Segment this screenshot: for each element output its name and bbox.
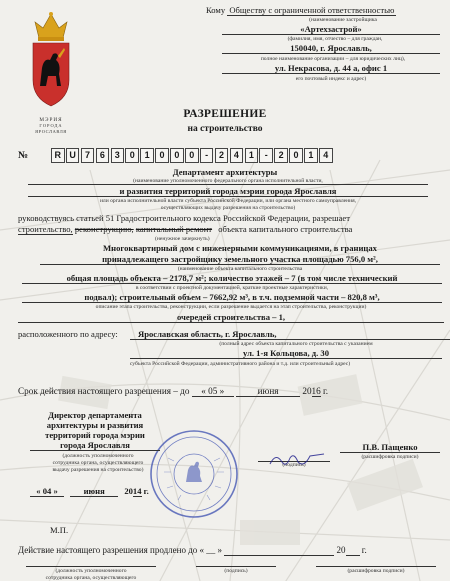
object-hint2: в соответствии с проектной документацией, краткие проектные характеристики, bbox=[135, 285, 329, 291]
extension-day: « __ » bbox=[199, 545, 223, 555]
registration-char: 6 bbox=[96, 148, 110, 163]
registration-char: 2 bbox=[274, 148, 288, 163]
legal-basis: руководствуясь статьей 51 Градостроительного кодекса Российской Федерации, разрешает bbox=[18, 213, 350, 223]
hint-position-2: сотрудника органа, осуществляющего bbox=[52, 460, 144, 466]
addressee-address-line1: 150040, г. Ярославль, bbox=[222, 43, 440, 54]
extension: Действие настоящего разрешения продлено до « __ » 20 г. bbox=[18, 545, 367, 555]
issue-month: июня bbox=[70, 486, 118, 497]
addressee-hint-1: (наименование застройщика bbox=[309, 17, 377, 23]
option-capital-repair: капитальный ремонт bbox=[135, 224, 213, 234]
location-line2: ул. 1-я Кольцова, д. 30 bbox=[130, 348, 442, 359]
registration-char: 1 bbox=[304, 148, 318, 163]
registration-char: 0 bbox=[289, 148, 303, 163]
extension-year bbox=[346, 545, 360, 556]
extension-name-line bbox=[316, 565, 436, 567]
document-title: РАЗРЕШЕНИЕ bbox=[183, 108, 267, 120]
object-line3: общая площадь объекта – 2178,7 м²; количество этажей – 7 (в том числе технический bbox=[22, 273, 442, 284]
addressee-hint-4: его почтовый индекс и адрес) bbox=[295, 76, 367, 82]
extension-hint-position-1: (должность уполномоченного bbox=[55, 568, 127, 574]
hint-signature: (подпись) bbox=[282, 462, 306, 468]
city-crest bbox=[26, 8, 76, 134]
extension-position-line bbox=[26, 565, 156, 567]
registration-char: 1 bbox=[245, 148, 259, 163]
signatory-line4: города Ярославля bbox=[30, 440, 160, 451]
registration-char: 0 bbox=[185, 148, 199, 163]
issuer-hint3: осуществляющих выдачу разрешения на строительство) bbox=[160, 205, 296, 211]
registration-char: 0 bbox=[155, 148, 169, 163]
option-reconstruction: реконструкцию, bbox=[74, 224, 134, 234]
object-hint1: (наименование объекта капитального строительства bbox=[177, 266, 303, 272]
addressee-hint-2: (фамилия, имя, отчество – для граждан, bbox=[287, 36, 383, 42]
registration-boxes bbox=[51, 148, 334, 163]
issue-date: « 04 » июня 2014 г. bbox=[30, 486, 149, 497]
issuer-line1: Департамент архитектуры bbox=[172, 167, 278, 177]
official-stamp bbox=[148, 428, 240, 520]
option-suffix: объекта капитального строительства bbox=[218, 224, 353, 234]
object-line5: очередей строительства – 1, bbox=[18, 312, 444, 323]
validity-month: июня bbox=[236, 386, 300, 397]
validity: Срок действия настоящего разрешения – до « 05 » июня 2016 г. bbox=[18, 386, 329, 396]
registration-char: - bbox=[200, 148, 214, 163]
location-hint1: (полный адрес объекта капитального строительства с указанием bbox=[219, 341, 373, 347]
extension-hint-name: (расшифровка подписи) bbox=[347, 568, 405, 574]
addressee-org-line1: Обществу с ограниченной ответственностью bbox=[229, 5, 395, 15]
location-label: расположенного по адресу: bbox=[18, 329, 118, 339]
registration-char: 3 bbox=[111, 148, 125, 163]
hint-name: (расшифровка подписи) bbox=[361, 454, 419, 460]
signatory-line1: Директор департамента bbox=[48, 410, 142, 420]
legal-hint: (ненужное зачеркнуть) bbox=[155, 236, 210, 242]
addressee-to: Кому Обществу с ограниченной ответственностью bbox=[206, 5, 395, 15]
extension-signature-line bbox=[196, 565, 276, 567]
issuer-line2: и развития территорий города мэрии города Ярославля bbox=[28, 186, 428, 197]
registration-label: № bbox=[18, 150, 29, 161]
validity-day: « 05 » bbox=[192, 386, 234, 397]
crest-emblem-icon bbox=[26, 8, 76, 112]
registration-char: 0 bbox=[125, 148, 139, 163]
crest-caption-1: МЭРИЯ bbox=[39, 117, 63, 123]
signatory-name: П.В. Пащенко bbox=[340, 442, 440, 453]
registration-char: 4 bbox=[230, 148, 244, 163]
issue-day: « 04 » bbox=[30, 486, 64, 497]
registration-char: 1 bbox=[140, 148, 154, 163]
seal-place: М.П. bbox=[50, 525, 69, 535]
extension-month bbox=[224, 545, 334, 556]
object-line2: принадлежащего застройщику земельного участка площадью 756,0 м², bbox=[40, 254, 440, 265]
object-line1: Многоквартирный дом с инженерными коммуникациями, в границах bbox=[103, 243, 377, 253]
registration-char: - bbox=[259, 148, 273, 163]
signatory-line2: архитектуры и развития bbox=[46, 420, 144, 430]
issuer-hint2: или органа исполнительной власти субъекта Российской Федерации, или органа местного самоуправления, bbox=[99, 198, 357, 204]
object-line4: подвал); строительный объем – 7662,92 м³, в т.ч. подземной части – 820,8 м³, bbox=[22, 292, 442, 303]
location-hint2: субъекта Российской Федерации, административного района и т.д. или строительный адрес) bbox=[129, 361, 351, 367]
document-subtitle: на строительство bbox=[187, 124, 263, 134]
object-hint3: описание этапа строительства, реконструкции, если разрешение выдается на этап строительства, реконструкции) bbox=[95, 304, 367, 310]
hint-position-3: выдачу разрешения на строительство) bbox=[52, 467, 144, 473]
location-line1: Ярославская область, г. Ярославль, bbox=[130, 329, 450, 340]
registration-char: 4 bbox=[319, 148, 333, 163]
addressee-org-line2: «Артехзастрой» bbox=[222, 24, 440, 35]
addressee-hint-3: полное наименование организации – для юридических лиц), bbox=[260, 56, 406, 62]
crest-caption-3: ЯРОСЛАВЛЯ bbox=[35, 129, 67, 134]
validity-year: 16 bbox=[311, 386, 321, 396]
crest-caption-2: ГОРОДА bbox=[39, 123, 63, 128]
signature bbox=[268, 450, 326, 470]
registration-char: R bbox=[51, 148, 65, 163]
extension-hint-signature: (подпись) bbox=[224, 568, 248, 574]
addressee-address-line2: ул. Некрасова, д. 44 а, офис 1 bbox=[222, 63, 440, 74]
hint-position-1: (должность уполномоченного bbox=[62, 453, 134, 459]
extension-hint-position-2: сотрудника органа, осуществляющего bbox=[45, 575, 137, 581]
registration-char: 7 bbox=[81, 148, 95, 163]
registration-char: U bbox=[66, 148, 80, 163]
issue-year: 14 bbox=[132, 486, 142, 496]
legal-options bbox=[18, 224, 352, 234]
registration-char: 2 bbox=[215, 148, 229, 163]
issuer-hint1: (наименование уполномоченного федерального органа исполнительной власти, bbox=[28, 178, 428, 185]
registration-char: 0 bbox=[170, 148, 184, 163]
signatory-line3: территорий города мэрии bbox=[45, 430, 145, 440]
option-construction: строительство, bbox=[18, 224, 73, 234]
